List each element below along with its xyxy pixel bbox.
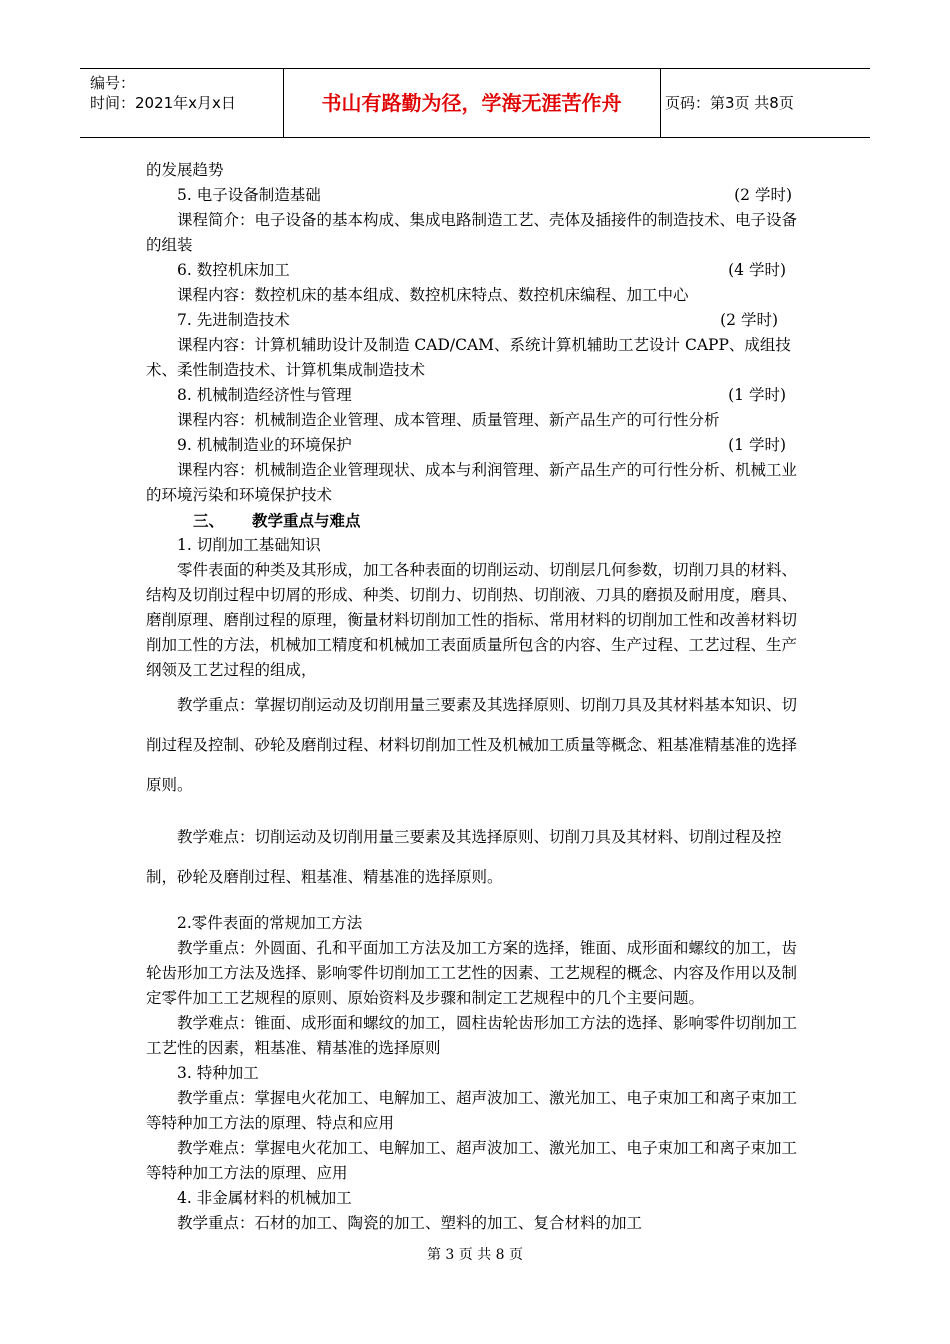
- course-hours: (4 学时): [728, 261, 786, 279]
- subheading: 1. 切削加工基础知识: [177, 536, 321, 554]
- paragraph: 课程内容：数控机床的基本组成、数控机床特点、数控机床编程、加工中心: [177, 286, 689, 304]
- subheading: 3. 特种加工: [177, 1064, 259, 1082]
- course-hours: (2 学时): [734, 186, 792, 204]
- document-number-label: 编号：: [90, 74, 136, 92]
- course-hours: (1 学时): [728, 386, 786, 404]
- paragraph: 教学重点：掌握切削运动及切削用量三要素及其选择原则、切削刀具及其材料基本知识、切削过程及控制、砂轮及磨削过程、材料切削加工性及机械加工质量等概念、粗基准精基准的选择原则。: [146, 696, 798, 794]
- course-title: 6. 数控机床加工: [177, 261, 290, 279]
- paragraph: 零件表面的种类及其形成，加工各种表面的切削运动、切削层几何参数，切削刀具的材料、结构及切削过程中切屑的形成、种类、切削力、切削热、切削液、刀具的磨损及耐用度，磨具、磨削原理、磨削过程的原理，衡量材料切削加工性的指标、常用材料的切削加工性和改善材料切削加工性的方法，机械加工精度和机械加工表面质量所包含的内容、生产过程、工艺过程、生产纲领及工艺过程的组成，: [146, 561, 798, 679]
- paragraph: 课程内容：计算机辅助设计及制造 CAD/CAM、系统计算机辅助工艺设计 CAPP、成组技术、柔性制造技术、计算机集成制造技术: [146, 336, 791, 379]
- paragraph: 教学难点：切削运动及切削用量三要素及其选择原则、切削刀具及其材料、切削过程及控制，砂轮及磨削过程、粗基准、精基准的选择原则。: [146, 828, 782, 886]
- paragraph: 课程内容：机械制造企业管理、成本管理、质量管理、新产品生产的可行性分析: [177, 411, 720, 429]
- course-title: 7. 先进制造技术: [177, 311, 290, 329]
- page-header: [80, 68, 870, 138]
- paragraph: 课程内容：机械制造企业管理现状、成本与利润管理、新产品生产的可行性分析、机械工业的环境污染和环境保护技术: [146, 461, 798, 504]
- course-title: 5. 电子设备制造基础: [177, 186, 321, 204]
- course-title: 8. 机械制造经济性与管理: [177, 386, 352, 404]
- header-left: [90, 73, 236, 113]
- course-hours: (2 学时): [720, 311, 778, 329]
- paragraph: 教学难点：锥面、成形面和螺纹的加工，圆柱齿轮齿形加工方法的选择、影响零件切削加工工艺性的因素，粗基准、精基准的选择原则: [146, 1014, 798, 1057]
- paragraph: 教学重点：石材的加工、陶瓷的加工、塑料的加工、复合材料的加工: [177, 1214, 643, 1232]
- document-date: 时间：2021年x月x日: [90, 94, 236, 112]
- paragraph: 课程简介：电子设备的基本构成、集成电路制造工艺、壳体及插接件的制造技术、电子设备的组装: [146, 211, 798, 254]
- paragraph: 教学重点：外圆面、孔和平面加工方法及加工方案的选择，锥面、成形面和螺纹的加工，齿轮齿形加工方法及选择、影响零件切削加工工艺性的因素、工艺规程的概念、内容及作用以及制定零件加工工艺规程的原则、原始资料及步骤和制定工艺规程中的几个主要问题。: [146, 939, 798, 1007]
- course-item: [146, 258, 808, 283]
- course-item: [146, 383, 808, 408]
- subheading: 4. 非金属材料的机械加工: [177, 1189, 352, 1207]
- section-title: 教学重点与难点: [252, 511, 361, 530]
- course-hours: (1 学时): [728, 436, 786, 454]
- page-footer: 第 3 页 共 8 页: [426, 1247, 524, 1263]
- course-item: [146, 183, 808, 208]
- paragraph: 的发展趋势: [146, 161, 224, 179]
- header-motto: 书山有路勤为径，学海无涯苦作舟: [321, 91, 622, 115]
- course-title: 9. 机械制造业的环境保护: [177, 436, 352, 454]
- paragraph: 教学难点：掌握电火花加工、电解加工、超声波加工、激光加工、电子束加工和离子束加工等特种加工方法的原理、应用: [146, 1139, 798, 1182]
- document-body: [146, 158, 808, 1236]
- header-divider: [660, 69, 661, 137]
- paragraph: 教学重点：掌握电火花加工、电解加工、超声波加工、激光加工、电子束加工和离子束加工等特种加工方法的原理、特点和应用: [146, 1089, 798, 1132]
- course-item: [146, 308, 808, 333]
- course-item: [146, 433, 808, 458]
- subheading: 2.零件表面的常规加工方法: [177, 914, 363, 932]
- header-page-info: 页码：第3页 共8页: [665, 94, 794, 112]
- section-heading: [146, 508, 808, 533]
- section-number: 三、: [193, 511, 225, 530]
